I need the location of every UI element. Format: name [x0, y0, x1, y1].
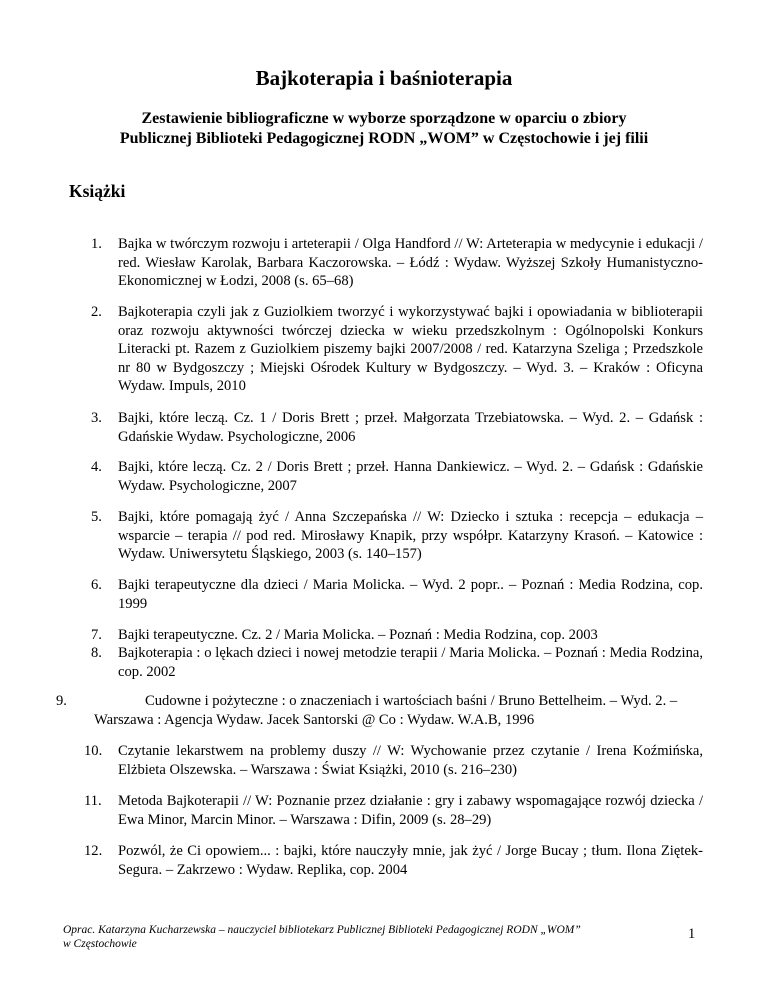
footer-line: w Częstochowie [63, 938, 137, 950]
item-number: 8. [91, 645, 102, 661]
item-text: Bajki, które leczą. Cz. 1 / Doris Brett ; przeł. Małgorzata Trzebiatowska. – Wyd. 2. – Gdańsk : Gdańskie Wydaw. Psychologiczne, 2006 [118, 410, 703, 445]
bibliography-item [91, 644, 703, 682]
section-heading: Książki [69, 181, 126, 201]
subtitle-line: Zestawienie bibliograficzne w wyborze sporządzone w oparciu o zbiory [141, 110, 627, 127]
bibliography-item [91, 626, 703, 645]
item-text: Bajki terapeutyczne dla dzieci / Maria Molicka. – Wyd. 2 popr.. – Poznań : Media Rodzina, cop. 1999 [118, 577, 703, 612]
subtitle-line: Publicznej Biblioteki Pedagogicznej RODN „WOM” w Częstochowie i jej filii [119, 130, 649, 147]
document-title: Bajkoterapia i baśnioterapia [255, 66, 513, 90]
item-text-continued: Warszawa : Agencja Wydaw. Jacek Santorski @ Co : Wydaw. W.A.B, 1996 [94, 712, 535, 728]
item-number: 7. [91, 627, 102, 643]
item-number: 4. [91, 459, 102, 475]
bibliography-item [91, 458, 703, 496]
item-number: 11. [84, 793, 102, 809]
item-text: Czytanie lekarstwem na problemy duszy // W: Wychowanie przez czytanie / Irena Koźmińska, Elżbieta Olszewska. – Warszawa : Świat Książki, 2010 (s. 216–230) [118, 743, 703, 778]
item-number: 5. [91, 509, 102, 525]
bibliography-item [84, 792, 703, 830]
footer-line: Oprac. Katarzyna Kucharzewska – nauczyciel bibliotekarz Publicznej Biblioteki Pedagogicznej RODN „WOM” [63, 924, 581, 936]
item-number: 1. [91, 236, 102, 252]
bibliography-item [91, 303, 703, 397]
item-text: Bajki, które pomagają żyć / Anna Szczepańska // W: Dziecko i sztuka : recepcja – edukacja – wsparcie – terapia // pod red. Mirosławy Knapik, przy współpr. Katarzyny Krasoń. – Katowice : Wydaw. Uniwersytetu Śląskiego, 2003 (s. 140–157) [118, 509, 703, 562]
item-text: Metoda Bajkoterapii // W: Poznanie przez działanie : gry i zabawy wspomagające rozwój dziecka / Ewa Minor, Marcin Minor. – Warszawa : Difin, 2009 (s. 28–29) [118, 793, 703, 828]
item-text: Cudowne i pożyteczne : o znaczeniach i wartościach baśni / Bruno Bettelheim. – Wyd. 2. – [145, 693, 678, 709]
bibliography-item [84, 842, 703, 880]
item-number: 2. [91, 304, 102, 320]
item-number: 9. [56, 693, 67, 709]
item-text: Pozwól, że Ci opowiem... : bajki, które nauczyły mnie, jak żyć / Jorge Bucay ; tłum. Ilona Ziętek-Segura. – Zakrzewo : Wydaw. Replika, cop. 2004 [118, 843, 703, 878]
bibliography-item [84, 742, 703, 780]
document-subtitle [40, 109, 728, 149]
item-text: Bajkoterapia czyli jak z Guziolkiem tworzyć i wykorzystywać bajki i opowiadania w biblioterapii oraz rozwoju aktywności twórczej dziecka w wieku przedszkolnym : Ogólnopolski Konkurs Literacki pt. Razem z Guziolkiem piszemy bajki 2007/2008 / red. Katarzyna Szeliga ; Przedszkole nr 80 w Bydgoszczy ; Miejski Ośrodek Kultury w Bydgoszczy. – Wyd. 3. – Kraków : Oficyna Wydaw. Impuls, 2010 [118, 304, 703, 394]
item-number: 6. [91, 577, 102, 593]
item-number: 12. [84, 843, 103, 859]
item-text: Bajki terapeutyczne. Cz. 2 / Maria Molicka. – Poznań : Media Rodzina, cop. 2003 [118, 627, 598, 643]
item-number: 3. [91, 410, 102, 426]
item-text: Bajkoterapia : o lękach dzieci i nowej metodzie terapii / Maria Molicka. – Poznań : Media Rodzina, cop. 2002 [118, 645, 703, 680]
item-number: 10. [84, 743, 103, 759]
bibliography-item [91, 409, 703, 447]
page-footer [63, 923, 667, 951]
item-text: Bajki, które leczą. Cz. 2 / Doris Brett ; przeł. Hanna Dankiewicz. – Wyd. 2. – Gdańsk : Gdańskie Wydaw. Psychologiczne, 2007 [118, 459, 703, 494]
bibliography-item [91, 235, 703, 291]
page-number: 1 [688, 926, 696, 942]
bibliography-item [56, 692, 703, 730]
bibliography-item [91, 508, 703, 564]
item-text: Bajka w twórczym rozwoju i arteterapii / Olga Handford // W: Arteterapia w medycynie i edukacji / red. Wiesław Karolak, Barbara Kaczorowska. – Łódź : Wydaw. Wyższej Szkoły Humanistyczno-Ekonomicznej w Łodzi, 2008 (s. 65–68) [118, 236, 703, 289]
bibliography-item [91, 576, 703, 614]
